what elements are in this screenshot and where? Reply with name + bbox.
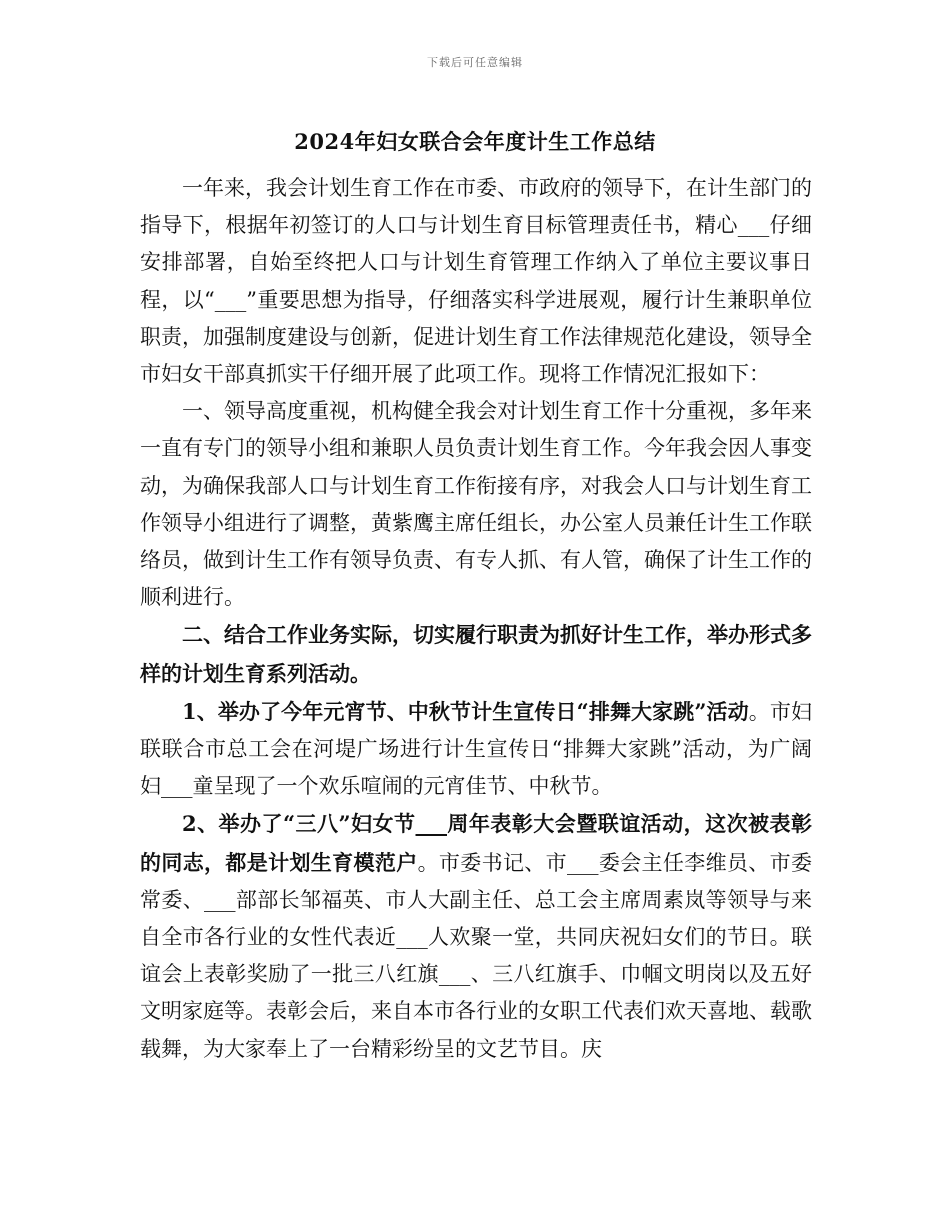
paragraph-intro	[140, 170, 812, 393]
paragraph-section-2-heading	[140, 616, 812, 692]
paragraph-item-2	[140, 805, 812, 1067]
item-2-body-text: 。市委书记、市___委会主任李维员、市委常委、___部部长邹福英、市人大副主任、总工会主席周素岚等领导与来自全市各行业的女性代表近___人欢聚一堂，共同庆祝妇女们的节日。联谊会上表彰奖励了一批三八红旗___、三八红旗手、巾帼文明岗以及五好文明家庭等。表彰会后，来自本市各行业的女职工代表们欢天喜地、载歌载舞，为大家奉上了一台精彩纷呈的文艺节目。庆	[140, 850, 813, 1061]
paragraph-section-1-text: 一、领导高度重视，机构健全我会对计划生育工作十分重视，多年来一直有专门的领导小组和兼职人员负责计划生育工作。今年我会因人事变动，为确保我部人口与计划生育工作衔接有序，对我会人口与计划生育工作领导小组进行了调整，黄紫鹰主席任组长，办公室人员兼任计生工作联络员，做到计生工作有领导负责、有专人抓、有人管，确保了计生工作的顺利进行。	[140, 399, 812, 610]
section-2-heading-text: 二、结合工作业务实际，切实履行职责为抓好计生工作，举办形式多样的计划生育系列活动。	[140, 622, 812, 686]
item-1-body-text: 。市妇联联合市总工会在河堤广场进行计生宣传日“排舞大家跳”活动，为广阔妇___童呈现了一个欢乐喧闹的元宵佳节、中秋节。	[140, 699, 812, 799]
paragraph-section-1	[140, 393, 812, 616]
header-note: 下载后可任意编辑	[427, 56, 523, 69]
paragraph-item-1	[140, 693, 812, 806]
document-title: 2024年妇女联合会年度计生工作总结	[294, 129, 656, 154]
paragraph-intro-text: 一年来，我会计划生育工作在市委、市政府的领导下，在计生部门的指导下，根据年初签订的人口与计划生育目标管理责任书，精心___仔细安排部署，自始至终把人口与计划生育管理工作纳入了单位主要议事日程，以“___”重要思想为指导，仔细落实科学进展观，履行计生兼职单位职责，加强制度建设与创新，促进计划生育工作法律规范化建设，领导全市妇女干部真抓实干仔细开展了此项工作。现将工作情况汇报如下：	[140, 176, 812, 387]
item-1-heading-text: 1、举办了今年元宵节、中秋节计生宣传日“排舞大家跳”活动	[182, 698, 749, 724]
document-body	[140, 170, 812, 1068]
item-2-heading-text: 2、举办了“三八”妇女节___周年表彰大会暨联谊活动，这次被表彰的同志，都是计划生育模范户	[140, 811, 812, 875]
